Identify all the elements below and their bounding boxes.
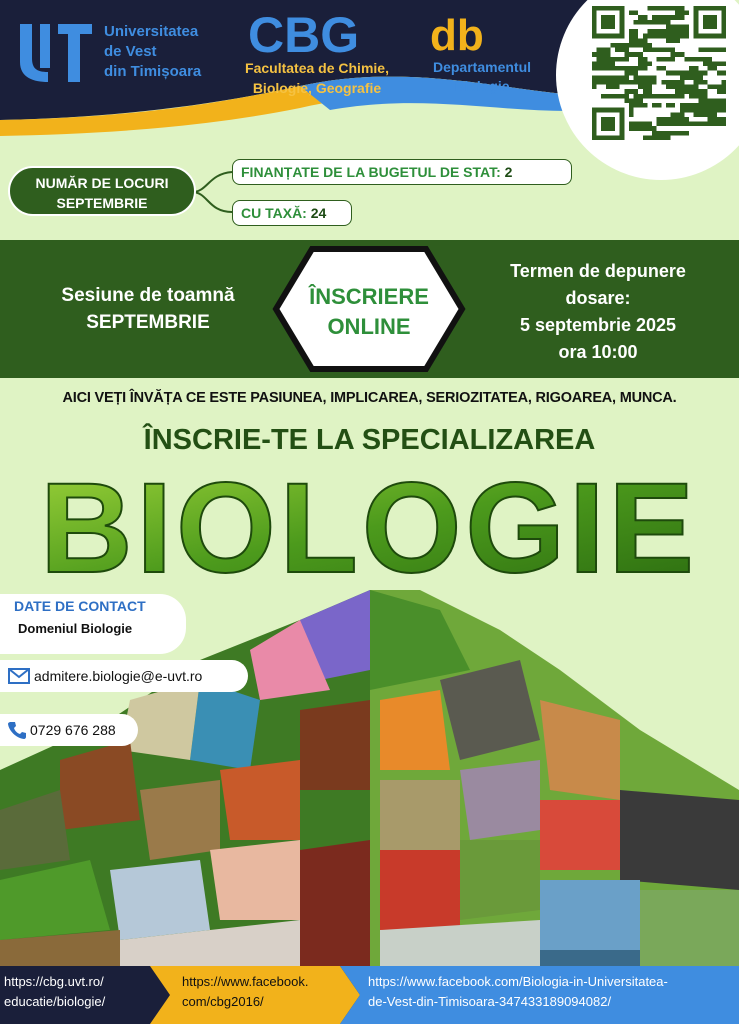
- deadline: Termen de depunere dosare: 5 septembrie 2025 ora 10:00: [510, 261, 686, 362]
- svg-text:db: db: [430, 14, 484, 56]
- slogan: AICI VEȚI ÎNVĂȚA CE ESTE PASIUNEA, IMPLICAREA, SERIOZITATEA, RIGOAREA, MUNCA.: [62, 390, 677, 406]
- qr-code[interactable]: [592, 6, 726, 140]
- footer-link-facebook-cbg[interactable]: https://www.facebook. com/cbg2016/: [182, 974, 309, 1009]
- svg-text:BIOLOGIE: BIOLOGIE: [40, 458, 698, 590]
- uvt-logo: [14, 18, 94, 84]
- faculty-name: Facultatea de Chimie, Biologie, Geografie: [245, 60, 389, 96]
- svg-text:CBG: CBG: [248, 10, 360, 58]
- enroll-heading: ÎNSCRIE-TE LA SPECIALIZAREA: [143, 424, 596, 456]
- footer-link-facebook-biology[interactable]: https://www.facebook.com/Biologia-in-Universitatea- de-Vest-din-Timisoara-347433189094082/: [368, 974, 668, 1009]
- contact-subtitle: Domeniul Biologie: [18, 621, 133, 636]
- session-season: Sesiune de toamnă SEPTEMBRIE: [61, 285, 235, 333]
- fee-places: CU TAXĂ: 24: [232, 200, 352, 226]
- email-row[interactable]: [0, 660, 248, 692]
- places-label: NUMĂR DE LOCURI SEPTEMBRIE: [8, 166, 196, 216]
- cbg-logo: [248, 10, 372, 58]
- mail-icon: [8, 668, 30, 684]
- footer-link-website[interactable]: https://cbg.uvt.ro/ educatie/biologie/: [4, 974, 106, 1009]
- db-logo: [428, 14, 508, 56]
- budget-places: FINANȚATE DE LA BUGETUL DE STAT: 2: [232, 159, 572, 185]
- contact-phone[interactable]: 0729 676 288: [30, 722, 116, 738]
- phone-icon: [8, 721, 26, 739]
- biologie-title: [0, 458, 739, 590]
- online-enrollment: ÎNSCRIERE ONLINE: [309, 284, 429, 339]
- department-name: Departamentul Biologie: [432, 59, 532, 94]
- contact-email[interactable]: admitere.biologie@e-uvt.ro: [34, 668, 203, 684]
- phone-row[interactable]: [0, 714, 138, 746]
- uvt-name: Universitatea de Vest din Timișoara: [104, 23, 202, 80]
- contact-title: DATE DE CONTACT: [14, 598, 146, 614]
